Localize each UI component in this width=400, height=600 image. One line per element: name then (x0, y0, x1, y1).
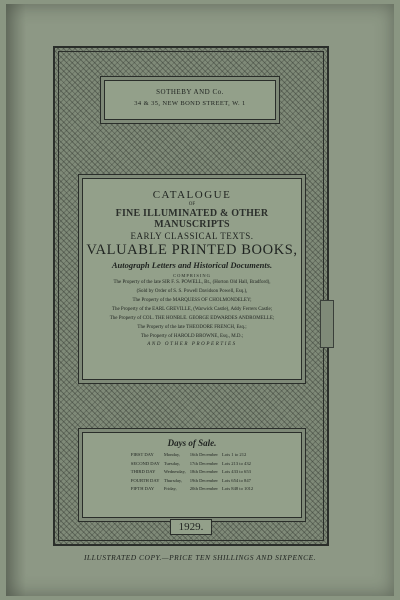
printed-books-heading: VALUABLE PRINTED BOOKS, (86, 242, 298, 258)
sale-day: THIRD DAY (130, 469, 156, 474)
days-of-sale-panel (82, 432, 302, 518)
sale-weekday: Monday, (163, 452, 180, 457)
sale-date: 20th December (189, 486, 218, 491)
property-line: The Property of the late THEODORE FRENCH, Esq.; (137, 325, 247, 330)
sale-lots: Lots 213 to 432 (221, 460, 251, 466)
property-line: The Property of the late SIR F. S. POWELL, Bt., (Horton Old Hall, Bradford), (113, 280, 271, 285)
sale-weekday: Tuesday, (163, 460, 181, 466)
autograph-letters-heading: Autograph Letters and Historical Documents. (111, 260, 273, 270)
property-line: (Sold by Order of S. S. Powell Davidson Powell, Esq.), (136, 289, 248, 294)
of-label: OF (188, 202, 196, 207)
publisher-panel (104, 80, 276, 120)
days-of-sale-table (129, 451, 255, 494)
sale-date: 18th December (189, 469, 218, 474)
sale-day: SECOND DAY (130, 460, 160, 466)
sale-day: FIFTH DAY (130, 486, 155, 491)
publisher-name: SOTHEBY AND Co. (156, 88, 224, 96)
sale-weekday: Thursday, (163, 477, 183, 483)
sale-lots: Lots 433 to 653 (221, 469, 251, 474)
sale-lots: Lots 654 to 847 (221, 477, 251, 483)
sale-year: 1929. (170, 519, 212, 535)
sale-weekday: Wednesday, (163, 469, 186, 474)
sale-day-row (129, 468, 255, 477)
sale-weekday: Friday, (163, 486, 177, 491)
sale-date: 19th December (189, 477, 218, 483)
manuscripts-heading: FINE ILLUMINATED & OTHER MANUSCRIPTS (115, 208, 269, 230)
property-line: The Property of HAROLD BROWNE, Esq., M.D.; (140, 334, 244, 339)
publisher-address: 34 & 35, NEW BOND STREET, W. 1 (134, 100, 246, 107)
sale-lots: Lots 1 to 212 (221, 452, 247, 457)
sale-day: FIRST DAY (130, 452, 154, 457)
sale-lots: Lots 848 to 1012 (221, 486, 254, 491)
price-line: ILLUSTRATED COPY.—PRICE TEN SHILLINGS AND SIXPENCE. (83, 553, 317, 562)
sale-day-row (129, 485, 255, 494)
comprising-label: COMPRISING (173, 273, 211, 278)
catalogue-heading: CATALOGUE (152, 189, 232, 201)
sale-day: FOURTH DAY (130, 477, 160, 483)
title-panel (82, 178, 302, 380)
spine-shadow (6, 4, 26, 596)
days-of-sale-title: Days of Sale. (167, 438, 217, 448)
sale-date: 17th December (189, 460, 218, 466)
sale-date: 16th December (189, 452, 218, 457)
classical-texts-heading: EARLY CLASSICAL TEXTS. (130, 231, 254, 241)
sale-day-row (129, 477, 255, 486)
property-line: The Property of the EARL GREVILLE, (Warwick Castle), Addy Ferrers Castle; (111, 307, 273, 312)
sale-day-row (129, 451, 255, 460)
property-line: The Property of COL. THE HONBLE. GEORGE EDWARDES ANDROMELLE; (109, 316, 275, 321)
other-properties-label: AND OTHER PROPERTIES (147, 342, 237, 347)
page-tab (320, 300, 334, 348)
property-line: The Property of the MARQUESS OF CHOLMONDELEY; (132, 298, 252, 303)
sale-day-row (129, 460, 255, 469)
